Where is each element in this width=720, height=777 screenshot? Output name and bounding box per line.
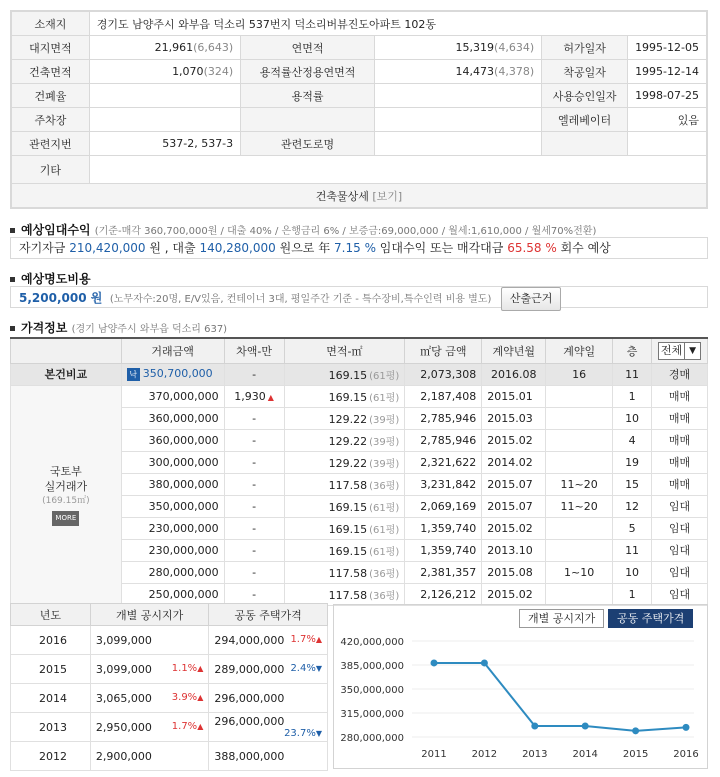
day-cell: 11~20 [546, 473, 613, 495]
year-cell: 2013 [11, 713, 91, 742]
auction-icon: 낙 [127, 368, 140, 381]
day-cell [546, 407, 613, 429]
unit-price-cell: 2,785,946 [405, 429, 482, 451]
price-header: 거래금액 [121, 338, 224, 363]
diff-cell: - [224, 429, 284, 451]
ym-cell: 2015.08 [482, 561, 546, 583]
field-label: 대지면적 [12, 36, 90, 60]
amount-cell: 380,000,000 [121, 473, 224, 495]
year-cell: 2015 [11, 655, 91, 684]
field-label: 관련지번 [12, 132, 90, 156]
house-price-cell: 294,000,000 1.7%▲ [209, 626, 328, 655]
own-amount: 낙 350,700,000 [121, 363, 224, 385]
house-price-cell: 296,000,000 23.7%▼ [209, 713, 328, 742]
year-cell: 2014 [11, 684, 91, 713]
series-line [434, 663, 686, 731]
house-price-cell: 289,000,000 2.4%▼ [209, 655, 328, 684]
field-value: 1995-12-05 [628, 36, 707, 60]
field-label: 용적률산정용연면적 [241, 60, 375, 84]
field-value: 1995-12-14 [628, 60, 707, 84]
tab-land-price[interactable]: 개별 공시지가 [519, 609, 604, 628]
floor-cell: 1 [613, 385, 652, 407]
down-arrow-icon: ▼ [315, 729, 322, 738]
diff-cell: - [224, 517, 284, 539]
up-arrow-icon: ▲ [267, 392, 274, 402]
data-point [632, 727, 639, 734]
building-detail-row [12, 184, 707, 208]
amount-cell: 350,000,000 [121, 495, 224, 517]
type-cell: 매매 [652, 473, 708, 495]
table-row [11, 626, 328, 655]
unit-price-cell: 2,785,946 [405, 407, 482, 429]
land-price-cell: 2,900,000 [90, 742, 209, 771]
more-button[interactable]: MORE [52, 511, 79, 526]
building-info-panel [10, 10, 708, 209]
day-cell: 11~20 [546, 495, 613, 517]
type-cell: 임대 [652, 495, 708, 517]
y-tick-label: 385,000,000 [340, 661, 404, 672]
ym-cell: 2015.02 [482, 429, 546, 451]
ym-cell: 2015.07 [482, 495, 546, 517]
field-value: 537-2, 537-3 [89, 132, 240, 156]
amount-cell: 370,000,000 [121, 385, 224, 407]
area-cell: 169.15 (61평) [284, 517, 405, 539]
type-cell: 임대 [652, 539, 708, 561]
x-tick-label: 2014 [572, 749, 598, 760]
loan-amount: 140,280,000 [199, 241, 276, 255]
unit-price-cell: 3,231,842 [405, 473, 482, 495]
y-tick-label: 280,000,000 [340, 733, 404, 744]
ym-cell: 2015.07 [482, 473, 546, 495]
ym-cell: 2016.08 [482, 363, 546, 385]
field-label: 건폐율 [12, 84, 90, 108]
unit-price-cell: 1,359,740 [405, 539, 482, 561]
year-cell: 2012 [11, 742, 91, 771]
data-point [531, 723, 538, 730]
area-cell: 117.58 (36평) [284, 583, 405, 605]
house-price-cell: 388,000,000 [209, 742, 328, 771]
field-label: 사용승인일자 [542, 84, 628, 108]
land-header: 개별 공시지가 [90, 604, 209, 626]
y-tick-label: 315,000,000 [340, 709, 404, 720]
field-value [628, 132, 707, 156]
price-header: 차액-만 [224, 338, 284, 363]
diff-cell: 1,930 ▲ [224, 385, 284, 407]
price-chart-panel [333, 604, 708, 769]
x-tick-label: 2015 [622, 749, 649, 760]
price-header: 층 [613, 338, 652, 363]
day-cell [546, 539, 613, 561]
amount-cell: 360,000,000 [121, 407, 224, 429]
price-section-title: 가격정보 (경기 남양주시 와부읍 덕소리 637) [10, 319, 227, 336]
land-price-cell: 2,950,000 1.7%▲ [90, 713, 209, 742]
area-cell: 129.22 (39평) [284, 407, 405, 429]
amount-cell: 230,000,000 [121, 539, 224, 561]
data-point [683, 724, 690, 731]
building-row [12, 84, 707, 108]
unit-price-cell: 2,069,169 [405, 495, 482, 517]
day-cell: 16 [546, 363, 613, 385]
amount-cell: 280,000,000 [121, 561, 224, 583]
price-header: ㎡당 금액 [405, 338, 482, 363]
tab-house-price[interactable]: 공동 주택가격 [608, 609, 693, 628]
field-label: 엘레베이터 [542, 108, 628, 132]
up-arrow-icon: ▲ [315, 634, 322, 644]
land-price-cell: 3,099,000 1.1%▲ [90, 655, 209, 684]
etc-label: 기타 [12, 156, 90, 184]
field-value: 14,473(4,378) [374, 60, 541, 84]
field-label: 건축면적 [12, 60, 90, 84]
price-header: 면적-㎡ [284, 338, 405, 363]
ym-cell: 2015.03 [482, 407, 546, 429]
up-arrow-icon: ▲ [197, 721, 204, 731]
field-label: 용적률 [241, 84, 375, 108]
land-price-cell: 3,065,000 3.9%▲ [90, 684, 209, 713]
type-cell: 임대 [652, 583, 708, 605]
bullet-icon [10, 326, 15, 331]
bullet-icon [10, 228, 15, 233]
x-tick-label: 2016 [673, 749, 699, 760]
type-filter[interactable] [652, 338, 708, 363]
field-label: 관련도로명 [241, 132, 375, 156]
table-row [11, 742, 328, 771]
house-price-cell: 296,000,000 [209, 684, 328, 713]
field-value: 있음 [628, 108, 707, 132]
unit-price-cell: 2,187,408 [405, 385, 482, 407]
field-value: 21,961(6,643) [89, 36, 240, 60]
land-price-table [10, 603, 328, 771]
type-cell: 매매 [652, 385, 708, 407]
amount-cell: 360,000,000 [121, 429, 224, 451]
diff-cell: - [224, 473, 284, 495]
ym-cell: 2015.01 [482, 385, 546, 407]
day-cell: 1~10 [546, 561, 613, 583]
land-header: 년도 [11, 604, 91, 626]
up-arrow-icon: ▲ [197, 692, 204, 702]
yield-rate: 7.15 % [334, 241, 376, 255]
unit-price-cell: 2,321,622 [405, 451, 482, 473]
type-cell: 매매 [652, 451, 708, 473]
field-label [241, 108, 375, 132]
diff-cell: - [224, 407, 284, 429]
day-cell [546, 583, 613, 605]
evict-amount: 5,200,000 원 [19, 291, 103, 305]
field-label: 연면적 [241, 36, 375, 60]
own-row [11, 363, 708, 385]
floor-cell: 10 [613, 561, 652, 583]
up-arrow-icon: ▲ [197, 663, 204, 673]
building-row [12, 132, 707, 156]
area-cell: 169.15 (61평) [284, 539, 405, 561]
unit-price-cell: 2,126,212 [405, 583, 482, 605]
floor-cell: 4 [613, 429, 652, 451]
rent-summary: 자기자금 210,420,000 원 , 대출 140,280,000 원으로 年 7.15 % 임대수익 또는 매각대금 65.58 % 회수 예상 [10, 237, 708, 259]
header-blank [11, 338, 122, 363]
land-header: 공동 주택가격 [209, 604, 328, 626]
building-detail-label: 건축물상세 [315, 189, 369, 203]
floor-cell: 15 [613, 473, 652, 495]
x-tick-label: 2012 [471, 749, 498, 760]
diff-cell: - [224, 451, 284, 473]
field-label: 착공일자 [542, 60, 628, 84]
field-value [89, 84, 240, 108]
rent-note: (기준-매각 360,700,000원 / 대출 40% / 은행금리 6% / 보증금:69,000,000 / 월세:1,610,000 / 월세70%전환) [94, 226, 597, 237]
field-label [542, 132, 628, 156]
day-cell [546, 451, 613, 473]
type-cell: 임대 [652, 561, 708, 583]
floor-cell: 1 [613, 583, 652, 605]
year-cell: 2016 [11, 626, 91, 655]
unit-price-cell: 2,381,357 [405, 561, 482, 583]
day-cell [546, 517, 613, 539]
address-label: 소재지 [12, 12, 90, 36]
floor-cell: 12 [613, 495, 652, 517]
building-row [12, 108, 707, 132]
molit-side-label: 국토부 실거래가 (169.15㎡) MORE [11, 385, 122, 605]
evict-section-title: 예상명도비용 [10, 270, 91, 287]
field-value [89, 108, 240, 132]
floor-cell: 5 [613, 517, 652, 539]
y-tick-label: 420,000,000 [340, 637, 404, 648]
diff-cell: - [224, 583, 284, 605]
ym-cell: 2015.02 [482, 517, 546, 539]
x-tick-label: 2011 [421, 749, 447, 760]
own-label: 본건비교 [11, 363, 122, 385]
evict-summary [10, 286, 708, 308]
rent-section-title: 예상임대수익 (기준-매각 360,700,000원 / 대출 40% / 은행금리 6% / 보증금:69,000,000 / 월세:1,610,000 / 월세70%전환) [10, 221, 596, 238]
area-cell: 169.15 (61평) [284, 495, 405, 517]
field-value: 15,319(4,634) [374, 36, 541, 60]
y-tick-label: 350,000,000 [340, 685, 404, 696]
type-filter-value: 전체 [660, 343, 683, 357]
chevron-down-icon: ▼ [684, 343, 700, 359]
table-row [11, 684, 328, 713]
floor-cell: 19 [613, 451, 652, 473]
price-note: (경기 남양주시 와부읍 덕소리 637) [71, 324, 228, 335]
land-price-cell: 3,099,000 [90, 626, 209, 655]
price-table [10, 337, 708, 606]
field-value [374, 84, 541, 108]
field-value [374, 132, 541, 156]
amount-cell: 250,000,000 [121, 583, 224, 605]
area-cell: 117.58 (36평) [284, 561, 405, 583]
unit-price-cell: 2,073,308 [405, 363, 482, 385]
type-cell: 경매 [652, 363, 708, 385]
day-cell [546, 385, 613, 407]
area-cell: 129.22 (39평) [284, 429, 405, 451]
building-row [12, 36, 707, 60]
area-cell: 169.15 (61평) [284, 363, 405, 385]
floor-cell: 11 [613, 539, 652, 561]
basis-button[interactable]: 산출근거 [501, 287, 562, 311]
area-cell: 169.15 (61평) [284, 385, 405, 407]
house-price-chart [334, 605, 707, 768]
field-label: 주차장 [12, 108, 90, 132]
evict-note: (노무자수:20명, E/V있음, 컨테이너 3대, 평일주간 기준 - 특수장비,특수인력 비용 별도) [109, 294, 492, 305]
area-cell: 117.58 (36평) [284, 473, 405, 495]
table-row [11, 713, 328, 742]
day-cell [546, 429, 613, 451]
unit-price-cell: 1,359,740 [405, 517, 482, 539]
building-row [12, 60, 707, 84]
etc-value [89, 156, 706, 184]
type-cell: 매매 [652, 407, 708, 429]
field-value: 1998-07-25 [628, 84, 707, 108]
data-point [582, 723, 589, 730]
recovery-ratio: 65.58 % [507, 241, 557, 255]
own-fund: 210,420,000 [69, 241, 146, 255]
down-arrow-icon: ▼ [315, 663, 322, 673]
floor-cell: 10 [613, 407, 652, 429]
diff-cell: - [224, 539, 284, 561]
area-cell: 129.22 (39평) [284, 451, 405, 473]
type-cell: 매매 [652, 429, 708, 451]
ym-cell: 2014.02 [482, 451, 546, 473]
type-cell: 임대 [652, 517, 708, 539]
ym-cell: 2015.02 [482, 583, 546, 605]
data-point [431, 659, 438, 666]
building-detail-link[interactable]: [보기] [372, 189, 403, 203]
price-header: 계약년월 [482, 338, 546, 363]
amount-cell: 300,000,000 [121, 451, 224, 473]
price-header: 계약일 [546, 338, 613, 363]
data-point [481, 659, 488, 666]
field-value [374, 108, 541, 132]
ym-cell: 2013.10 [482, 539, 546, 561]
x-tick-label: 2013 [522, 749, 548, 760]
diff-cell: - [224, 561, 284, 583]
floor-cell: 11 [613, 363, 652, 385]
field-value: 1,070(324) [89, 60, 240, 84]
diff-cell: - [224, 495, 284, 517]
bullet-icon [10, 277, 15, 282]
table-row [11, 385, 708, 407]
amount-cell: 230,000,000 [121, 517, 224, 539]
field-label: 허가일자 [542, 36, 628, 60]
diff-cell: - [224, 363, 284, 385]
address-value: 경기도 남양주시 와부읍 덕소리 537번지 덕소리버뷰진도아파트 102동 [89, 12, 706, 36]
table-row [11, 655, 328, 684]
